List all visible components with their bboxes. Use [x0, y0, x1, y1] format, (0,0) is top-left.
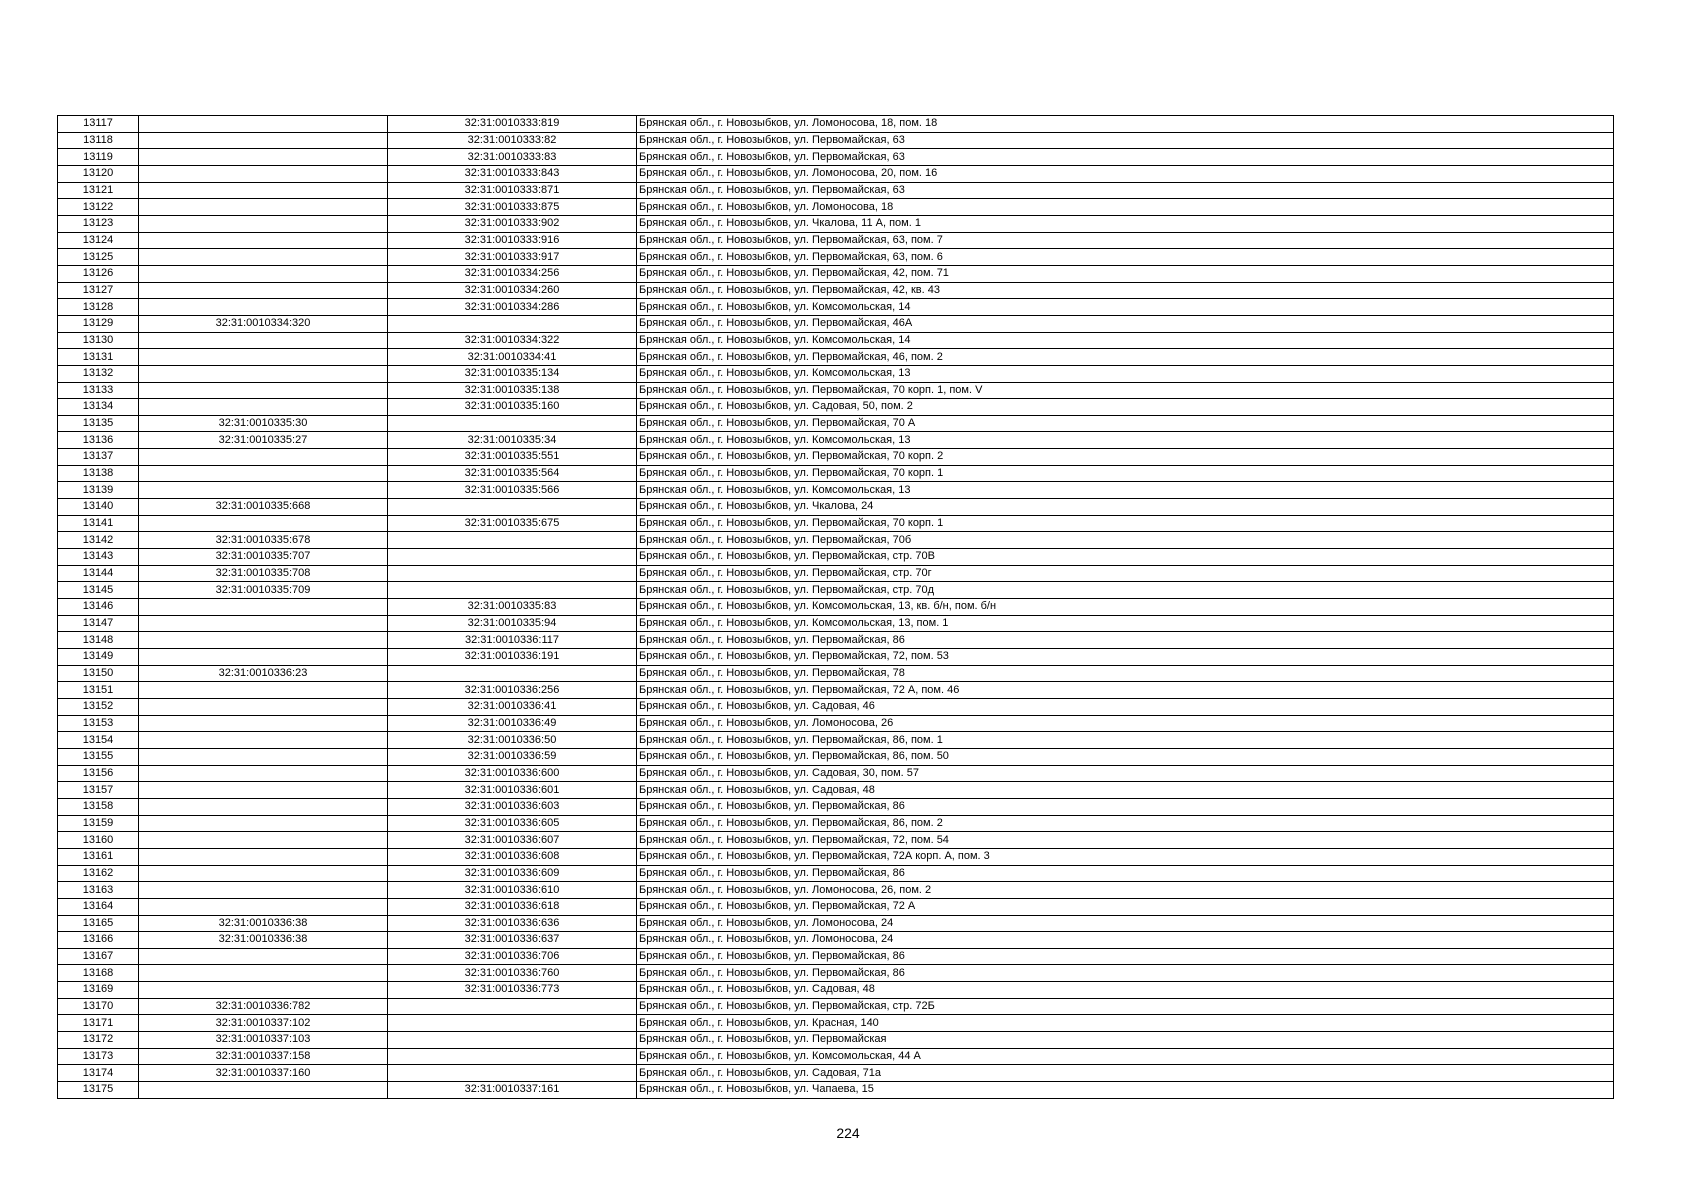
cadastral-number-b-cell: 32:31:0010334:322	[388, 332, 637, 349]
cadastral-number-a-cell	[139, 898, 388, 915]
address-cell: Брянская обл., г. Новозыбков, ул. Садовая, 48	[637, 782, 1614, 799]
row-number-cell: 13128	[58, 299, 139, 316]
table-row	[58, 199, 1614, 216]
row-number-cell: 13133	[58, 382, 139, 399]
cadastral-number-a-cell	[139, 249, 388, 266]
table-row	[58, 665, 1614, 682]
table-row	[58, 149, 1614, 166]
cadastral-number-b-cell: 32:31:0010334:41	[388, 349, 637, 366]
table-row	[58, 748, 1614, 765]
address-cell: Брянская обл., г. Новозыбков, ул. Первомайская, 70 корп. 1	[637, 465, 1614, 482]
table-row	[58, 515, 1614, 532]
address-cell: Брянская обл., г. Новозыбков, ул. Чкалова, 24	[637, 499, 1614, 516]
table-row	[58, 649, 1614, 666]
cadastral-number-a-cell	[139, 149, 388, 166]
table-row	[58, 1015, 1614, 1032]
address-cell: Брянская обл., г. Новозыбков, ул. Красная, 140	[637, 1015, 1614, 1032]
table-row	[58, 632, 1614, 649]
cadastral-number-a-cell	[139, 649, 388, 666]
cadastral-number-b-cell: 32:31:0010336:607	[388, 832, 637, 849]
row-number-cell: 13136	[58, 432, 139, 449]
row-number-cell: 13124	[58, 232, 139, 249]
row-number-cell: 13153	[58, 715, 139, 732]
address-cell: Брянская обл., г. Новозыбков, ул. Первомайская, 86	[637, 965, 1614, 982]
address-cell: Брянская обл., г. Новозыбков, ул. Чкалова, 11 А, пом. 1	[637, 215, 1614, 232]
row-number-cell: 13131	[58, 349, 139, 366]
table-row	[58, 832, 1614, 849]
cadastral-number-b-cell: 32:31:0010335:675	[388, 515, 637, 532]
cadastral-number-a-cell	[139, 199, 388, 216]
row-number-cell: 13142	[58, 532, 139, 549]
address-cell: Брянская обл., г. Новозыбков, ул. Ломоносова, 26, пом. 2	[637, 882, 1614, 899]
address-cell: Брянская обл., г. Новозыбков, ул. Ломоносова, 24	[637, 915, 1614, 932]
table-row	[58, 1065, 1614, 1082]
cadastral-number-a-cell: 32:31:0010335:678	[139, 532, 388, 549]
cadastral-number-a-cell	[139, 232, 388, 249]
cadastral-number-b-cell: 32:31:0010336:706	[388, 948, 637, 965]
row-number-cell: 13164	[58, 898, 139, 915]
address-cell: Брянская обл., г. Новозыбков, ул. Комсомольская, 13	[637, 365, 1614, 382]
cadastral-registry-table	[57, 115, 1614, 1099]
cadastral-number-b-cell: 32:31:0010333:917	[388, 249, 637, 266]
row-number-cell: 13147	[58, 615, 139, 632]
cadastral-number-a-cell: 32:31:0010336:782	[139, 998, 388, 1015]
cadastral-number-b-cell: 32:31:0010336:610	[388, 882, 637, 899]
cadastral-number-b-cell	[388, 998, 637, 1015]
row-number-cell: 13165	[58, 915, 139, 932]
row-number-cell: 13145	[58, 582, 139, 599]
cadastral-number-a-cell	[139, 349, 388, 366]
cadastral-number-a-cell	[139, 982, 388, 999]
cadastral-number-a-cell	[139, 116, 388, 133]
row-number-cell: 13135	[58, 415, 139, 432]
cadastral-number-a-cell: 32:31:0010337:103	[139, 1032, 388, 1049]
cadastral-number-a-cell	[139, 265, 388, 282]
row-number-cell: 13174	[58, 1065, 139, 1082]
cadastral-number-b-cell: 32:31:0010333:916	[388, 232, 637, 249]
table-row	[58, 549, 1614, 566]
row-number-cell: 13123	[58, 215, 139, 232]
row-number-cell: 13129	[58, 315, 139, 332]
row-number-cell: 13125	[58, 249, 139, 266]
row-number-cell: 13163	[58, 882, 139, 899]
cadastral-number-a-cell	[139, 615, 388, 632]
row-number-cell: 13166	[58, 932, 139, 949]
cadastral-number-b-cell: 32:31:0010333:819	[388, 116, 637, 133]
cadastral-number-a-cell	[139, 282, 388, 299]
table-row	[58, 116, 1614, 133]
row-number-cell: 13168	[58, 965, 139, 982]
row-number-cell: 13139	[58, 482, 139, 499]
cadastral-number-a-cell	[139, 748, 388, 765]
address-cell: Брянская обл., г. Новозыбков, ул. Первомайская, стр. 70г	[637, 565, 1614, 582]
table-row	[58, 615, 1614, 632]
cadastral-number-b-cell: 32:31:0010334:260	[388, 282, 637, 299]
table-row	[58, 565, 1614, 582]
cadastral-number-b-cell	[388, 665, 637, 682]
address-cell: Брянская обл., г. Новозыбков, ул. Садовая, 46	[637, 698, 1614, 715]
cadastral-number-a-cell: 32:31:0010335:707	[139, 549, 388, 566]
cadastral-number-a-cell	[139, 399, 388, 416]
row-number-cell: 13130	[58, 332, 139, 349]
row-number-cell: 13149	[58, 649, 139, 666]
row-number-cell: 13143	[58, 549, 139, 566]
row-number-cell: 13158	[58, 798, 139, 815]
cadastral-number-b-cell	[388, 315, 637, 332]
address-cell: Брянская обл., г. Новозыбков, ул. Комсомольская, 14	[637, 299, 1614, 316]
table-row	[58, 182, 1614, 199]
cadastral-number-b-cell: 32:31:0010336:117	[388, 632, 637, 649]
address-cell: Брянская обл., г. Новозыбков, ул. Первомайская, 42, пом. 71	[637, 265, 1614, 282]
cadastral-number-b-cell: 32:31:0010336:601	[388, 782, 637, 799]
cadastral-number-a-cell: 32:31:0010337:158	[139, 1048, 388, 1065]
cadastral-number-a-cell	[139, 798, 388, 815]
cadastral-number-b-cell	[388, 532, 637, 549]
address-cell: Брянская обл., г. Новозыбков, ул. Первомайская, 46А	[637, 315, 1614, 332]
address-cell: Брянская обл., г. Новозыбков, ул. Первомайская, 63	[637, 132, 1614, 149]
cadastral-number-b-cell: 32:31:0010335:138	[388, 382, 637, 399]
address-cell: Брянская обл., г. Новозыбков, ул. Первомайская, 86	[637, 632, 1614, 649]
cadastral-number-b-cell: 32:31:0010335:34	[388, 432, 637, 449]
row-number-cell: 13141	[58, 515, 139, 532]
table-row	[58, 982, 1614, 999]
address-cell: Брянская обл., г. Новозыбков, ул. Комсомольская, 13, пом. 1	[637, 615, 1614, 632]
address-cell: Брянская обл., г. Новозыбков, ул. Первомайская, 63	[637, 182, 1614, 199]
cadastral-number-b-cell: 32:31:0010333:902	[388, 215, 637, 232]
row-number-cell: 13127	[58, 282, 139, 299]
address-cell: Брянская обл., г. Новозыбков, ул. Ломоносова, 18	[637, 199, 1614, 216]
cadastral-number-a-cell	[139, 865, 388, 882]
table-row	[58, 132, 1614, 149]
address-cell: Брянская обл., г. Новозыбков, ул. Ломоносова, 18, пом. 18	[637, 116, 1614, 133]
cadastral-number-a-cell	[139, 299, 388, 316]
cadastral-number-b-cell	[388, 1015, 637, 1032]
row-number-cell: 13120	[58, 165, 139, 182]
table-row	[58, 499, 1614, 516]
cadastral-number-b-cell: 32:31:0010335:551	[388, 449, 637, 466]
cadastral-number-a-cell: 32:31:0010335:668	[139, 499, 388, 516]
cadastral-number-b-cell: 32:31:0010333:83	[388, 149, 637, 166]
table-row	[58, 932, 1614, 949]
address-cell: Брянская обл., г. Новозыбков, ул. Ломоносова, 24	[637, 932, 1614, 949]
cadastral-number-b-cell: 32:31:0010335:94	[388, 615, 637, 632]
cadastral-number-b-cell: 32:31:0010336:191	[388, 649, 637, 666]
table-row	[58, 948, 1614, 965]
address-cell: Брянская обл., г. Новозыбков, ул. Первомайская, стр. 70В	[637, 549, 1614, 566]
row-number-cell: 13146	[58, 599, 139, 616]
table-row	[58, 315, 1614, 332]
table-row	[58, 965, 1614, 982]
cadastral-number-b-cell: 32:31:0010333:871	[388, 182, 637, 199]
row-number-cell: 13159	[58, 815, 139, 832]
address-cell: Брянская обл., г. Новозыбков, ул. Комсомольская, 13	[637, 482, 1614, 499]
cadastral-number-b-cell: 32:31:0010336:608	[388, 848, 637, 865]
address-cell: Брянская обл., г. Новозыбков, ул. Первомайская, 86, пом. 2	[637, 815, 1614, 832]
address-cell: Брянская обл., г. Новозыбков, ул. Первомайская, 42, кв. 43	[637, 282, 1614, 299]
cadastral-number-a-cell	[139, 365, 388, 382]
table-row	[58, 532, 1614, 549]
table-row	[58, 865, 1614, 882]
cadastral-number-b-cell	[388, 549, 637, 566]
table-row	[58, 582, 1614, 599]
cadastral-number-a-cell	[139, 832, 388, 849]
cadastral-number-a-cell	[139, 515, 388, 532]
row-number-cell: 13171	[58, 1015, 139, 1032]
address-cell: Брянская обл., г. Новозыбков, ул. Первомайская, 86, пом. 1	[637, 732, 1614, 749]
cadastral-number-b-cell	[388, 415, 637, 432]
cadastral-number-b-cell: 32:31:0010335:566	[388, 482, 637, 499]
table-row	[58, 732, 1614, 749]
cadastral-number-b-cell: 32:31:0010336:50	[388, 732, 637, 749]
cadastral-number-b-cell: 32:31:0010336:760	[388, 965, 637, 982]
cadastral-number-a-cell	[139, 132, 388, 149]
cadastral-number-b-cell: 32:31:0010335:160	[388, 399, 637, 416]
row-number-cell: 13156	[58, 765, 139, 782]
address-cell: Брянская обл., г. Новозыбков, ул. Первомайская, 72, пом. 53	[637, 649, 1614, 666]
cadastral-number-b-cell: 32:31:0010336:49	[388, 715, 637, 732]
cadastral-number-b-cell: 32:31:0010336:600	[388, 765, 637, 782]
cadastral-number-b-cell	[388, 499, 637, 516]
cadastral-number-b-cell: 32:31:0010336:609	[388, 865, 637, 882]
row-number-cell: 13118	[58, 132, 139, 149]
row-number-cell: 13173	[58, 1048, 139, 1065]
cadastral-number-b-cell	[388, 1065, 637, 1082]
table-row	[58, 232, 1614, 249]
cadastral-number-b-cell: 32:31:0010335:83	[388, 599, 637, 616]
cadastral-number-a-cell	[139, 715, 388, 732]
row-number-cell: 13155	[58, 748, 139, 765]
cadastral-number-b-cell: 32:31:0010333:843	[388, 165, 637, 182]
address-cell: Брянская обл., г. Новозыбков, ул. Первомайская, стр. 70д	[637, 582, 1614, 599]
cadastral-number-b-cell	[388, 582, 637, 599]
cadastral-number-b-cell: 32:31:0010336:618	[388, 898, 637, 915]
address-cell: Брянская обл., г. Новозыбков, ул. Чапаева, 15	[637, 1082, 1614, 1099]
row-number-cell: 13117	[58, 116, 139, 133]
row-number-cell: 13167	[58, 948, 139, 965]
registry-table-body	[58, 116, 1614, 1099]
address-cell: Брянская обл., г. Новозыбков, ул. Первомайская, 70 корп. 2	[637, 449, 1614, 466]
table-row	[58, 765, 1614, 782]
cadastral-number-a-cell: 32:31:0010337:160	[139, 1065, 388, 1082]
table-row	[58, 332, 1614, 349]
cadastral-number-b-cell: 32:31:0010337:161	[388, 1082, 637, 1099]
cadastral-number-b-cell: 32:31:0010335:134	[388, 365, 637, 382]
row-number-cell: 13137	[58, 449, 139, 466]
table-row	[58, 165, 1614, 182]
table-row	[58, 432, 1614, 449]
cadastral-number-a-cell: 32:31:0010335:30	[139, 415, 388, 432]
address-cell: Брянская обл., г. Новозыбков, ул. Комсомольская, 14	[637, 332, 1614, 349]
cadastral-number-a-cell	[139, 948, 388, 965]
table-row	[58, 299, 1614, 316]
table-row	[58, 382, 1614, 399]
table-row	[58, 482, 1614, 499]
row-number-cell: 13169	[58, 982, 139, 999]
row-number-cell: 13119	[58, 149, 139, 166]
table-row	[58, 465, 1614, 482]
cadastral-number-a-cell	[139, 632, 388, 649]
cadastral-number-b-cell: 32:31:0010333:875	[388, 199, 637, 216]
cadastral-number-a-cell: 32:31:0010336:23	[139, 665, 388, 682]
cadastral-number-b-cell: 32:31:0010336:59	[388, 748, 637, 765]
table-row	[58, 998, 1614, 1015]
address-cell: Брянская обл., г. Новозыбков, ул. Первомайская, 72, пом. 54	[637, 832, 1614, 849]
cadastral-number-b-cell	[388, 565, 637, 582]
table-row	[58, 798, 1614, 815]
cadastral-number-b-cell	[388, 1032, 637, 1049]
cadastral-number-a-cell: 32:31:0010335:708	[139, 565, 388, 582]
address-cell: Брянская обл., г. Новозыбков, ул. Садовая, 48	[637, 982, 1614, 999]
row-number-cell: 13122	[58, 199, 139, 216]
cadastral-number-a-cell	[139, 465, 388, 482]
table-row	[58, 1082, 1614, 1099]
row-number-cell: 13150	[58, 665, 139, 682]
address-cell: Брянская обл., г. Новозыбков, ул. Первомайская, 86	[637, 948, 1614, 965]
cadastral-number-b-cell: 32:31:0010336:773	[388, 982, 637, 999]
address-cell: Брянская обл., г. Новозыбков, ул. Первомайская, 63, пом. 6	[637, 249, 1614, 266]
row-number-cell: 13132	[58, 365, 139, 382]
cadastral-number-a-cell	[139, 599, 388, 616]
table-row	[58, 848, 1614, 865]
cadastral-number-a-cell	[139, 1082, 388, 1099]
cadastral-number-a-cell: 32:31:0010336:38	[139, 915, 388, 932]
row-number-cell: 13138	[58, 465, 139, 482]
table-row	[58, 282, 1614, 299]
table-row	[58, 682, 1614, 699]
cadastral-number-a-cell: 32:31:0010335:27	[139, 432, 388, 449]
cadastral-number-b-cell: 32:31:0010334:256	[388, 265, 637, 282]
row-number-cell: 13151	[58, 682, 139, 699]
cadastral-number-a-cell	[139, 165, 388, 182]
table-row	[58, 715, 1614, 732]
address-cell: Брянская обл., г. Новозыбков, ул. Первомайская, 70 А	[637, 415, 1614, 432]
cadastral-number-b-cell: 32:31:0010335:564	[388, 465, 637, 482]
table-row	[58, 599, 1614, 616]
cadastral-number-a-cell	[139, 382, 388, 399]
address-cell: Брянская обл., г. Новозыбков, ул. Первомайская, 72 А, пом. 46	[637, 682, 1614, 699]
cadastral-number-a-cell: 32:31:0010334:320	[139, 315, 388, 332]
address-cell: Брянская обл., г. Новозыбков, ул. Первомайская, 70б	[637, 532, 1614, 549]
cadastral-number-b-cell	[388, 1048, 637, 1065]
address-cell: Брянская обл., г. Новозыбков, ул. Ломоносова, 26	[637, 715, 1614, 732]
row-number-cell: 13140	[58, 499, 139, 516]
row-number-cell: 13161	[58, 848, 139, 865]
cadastral-number-a-cell	[139, 782, 388, 799]
address-cell: Брянская обл., г. Новозыбков, ул. Первомайская, 70 корп. 1, пом. V	[637, 382, 1614, 399]
table-row	[58, 399, 1614, 416]
row-number-cell: 13154	[58, 732, 139, 749]
table-row	[58, 349, 1614, 366]
table-row	[58, 1048, 1614, 1065]
cadastral-number-a-cell	[139, 332, 388, 349]
cadastral-number-b-cell: 32:31:0010336:603	[388, 798, 637, 815]
table-row	[58, 415, 1614, 432]
cadastral-number-a-cell	[139, 765, 388, 782]
row-number-cell: 13121	[58, 182, 139, 199]
address-cell: Брянская обл., г. Новозыбков, ул. Первомайская	[637, 1032, 1614, 1049]
address-cell: Брянская обл., г. Новозыбков, ул. Первомайская, 63, пом. 7	[637, 232, 1614, 249]
cadastral-number-b-cell: 32:31:0010333:82	[388, 132, 637, 149]
address-cell: Брянская обл., г. Новозыбков, ул. Садовая, 71а	[637, 1065, 1614, 1082]
address-cell: Брянская обл., г. Новозыбков, ул. Комсомольская, 44 А	[637, 1048, 1614, 1065]
cadastral-number-a-cell	[139, 965, 388, 982]
row-number-cell: 13144	[58, 565, 139, 582]
row-number-cell: 13160	[58, 832, 139, 849]
address-cell: Брянская обл., г. Новозыбков, ул. Первомайская, 86, пом. 50	[637, 748, 1614, 765]
cadastral-number-a-cell	[139, 815, 388, 832]
table-row	[58, 365, 1614, 382]
address-cell: Брянская обл., г. Новозыбков, ул. Первомайская, 72А корп. А, пом. 3	[637, 848, 1614, 865]
table-row	[58, 265, 1614, 282]
page-number: 224	[836, 1125, 860, 1141]
row-number-cell: 13148	[58, 632, 139, 649]
address-cell: Брянская обл., г. Новозыбков, ул. Первомайская, 86	[637, 798, 1614, 815]
cadastral-number-a-cell: 32:31:0010335:709	[139, 582, 388, 599]
table-row	[58, 898, 1614, 915]
row-number-cell: 13152	[58, 698, 139, 715]
table-row	[58, 815, 1614, 832]
cadastral-number-a-cell	[139, 882, 388, 899]
cadastral-number-a-cell: 32:31:0010337:102	[139, 1015, 388, 1032]
cadastral-number-b-cell: 32:31:0010336:636	[388, 915, 637, 932]
address-cell: Брянская обл., г. Новозыбков, ул. Первомайская, 63	[637, 149, 1614, 166]
row-number-cell: 13170	[58, 998, 139, 1015]
row-number-cell: 13172	[58, 1032, 139, 1049]
cadastral-number-b-cell: 32:31:0010336:637	[388, 932, 637, 949]
address-cell: Брянская обл., г. Новозыбков, ул. Комсомольская, 13	[637, 432, 1614, 449]
address-cell: Брянская обл., г. Новозыбков, ул. Садовая, 50, пом. 2	[637, 399, 1614, 416]
address-cell: Брянская обл., г. Новозыбков, ул. Первомайская, 78	[637, 665, 1614, 682]
cadastral-number-a-cell	[139, 215, 388, 232]
address-cell: Брянская обл., г. Новозыбков, ул. Комсомольская, 13, кв. б/н, пом. б/н	[637, 599, 1614, 616]
cadastral-number-b-cell: 32:31:0010336:256	[388, 682, 637, 699]
table-row	[58, 882, 1614, 899]
cadastral-number-a-cell	[139, 682, 388, 699]
table-row	[58, 915, 1614, 932]
row-number-cell: 13162	[58, 865, 139, 882]
cadastral-number-b-cell: 32:31:0010336:605	[388, 815, 637, 832]
table-row	[58, 249, 1614, 266]
address-cell: Брянская обл., г. Новозыбков, ул. Первомайская, 70 корп. 1	[637, 515, 1614, 532]
cadastral-number-a-cell	[139, 449, 388, 466]
cadastral-number-a-cell	[139, 698, 388, 715]
table-row	[58, 782, 1614, 799]
cadastral-number-b-cell: 32:31:0010336:41	[388, 698, 637, 715]
row-number-cell: 13134	[58, 399, 139, 416]
cadastral-number-a-cell	[139, 848, 388, 865]
address-cell: Брянская обл., г. Новозыбков, ул. Первомайская, стр. 72Б	[637, 998, 1614, 1015]
cadastral-number-a-cell	[139, 482, 388, 499]
cadastral-number-a-cell	[139, 732, 388, 749]
address-cell: Брянская обл., г. Новозыбков, ул. Ломоносова, 20, пом. 16	[637, 165, 1614, 182]
row-number-cell: 13157	[58, 782, 139, 799]
table-row	[58, 698, 1614, 715]
address-cell: Брянская обл., г. Новозыбков, ул. Первомайская, 46, пом. 2	[637, 349, 1614, 366]
address-cell: Брянская обл., г. Новозыбков, ул. Садовая, 30, пом. 57	[637, 765, 1614, 782]
table-row	[58, 1032, 1614, 1049]
address-cell: Брянская обл., г. Новозыбков, ул. Первомайская, 72 А	[637, 898, 1614, 915]
table-row	[58, 449, 1614, 466]
row-number-cell: 13175	[58, 1082, 139, 1099]
cadastral-number-a-cell: 32:31:0010336:38	[139, 932, 388, 949]
row-number-cell: 13126	[58, 265, 139, 282]
address-cell: Брянская обл., г. Новозыбков, ул. Первомайская, 86	[637, 865, 1614, 882]
cadastral-number-b-cell: 32:31:0010334:286	[388, 299, 637, 316]
table-row	[58, 215, 1614, 232]
cadastral-number-a-cell	[139, 182, 388, 199]
